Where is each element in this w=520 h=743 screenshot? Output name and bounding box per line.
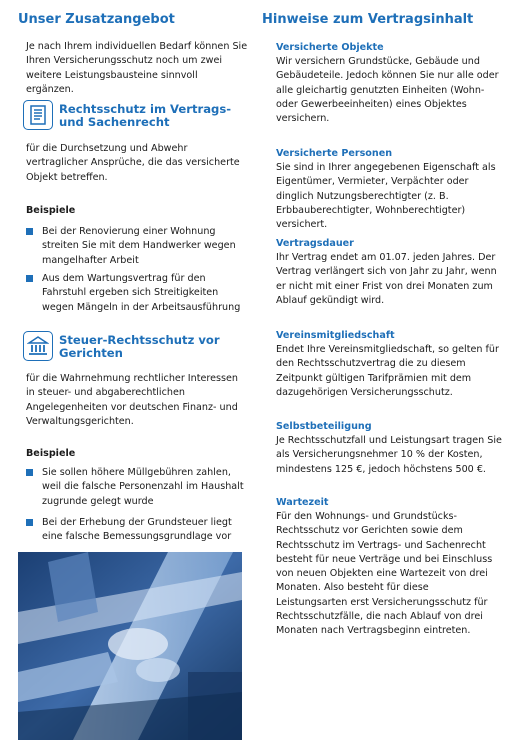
block-steuer-text: für die Wahrnehmung rechtlicher Interessen in steuer- und abgaberechtlichen Angelegenheiten vor deutschen Finanz- und Verwaltungsgerichten. xyxy=(26,373,238,427)
right-section-title: Hinweise zum Vertragsinhalt xyxy=(262,12,474,27)
block-steuer-heading xyxy=(23,331,246,361)
block-vertrag-title: Rechtsschutz im Vertrags- und Sachenrecht xyxy=(59,102,232,129)
section-text-vereinsmitgliedschaft: Endet Ihre Vereinsmitgliedschaft, so gelten für den Rechtsschutzvertrag die zu diesem Zeitpunkt gültigen Tarifprämien mit dem dazugehörigen Versicherungsschutz. xyxy=(276,344,499,398)
bullet-square-icon xyxy=(26,275,33,282)
intro-text: Je nach Ihrem individuellen Bedarf können Sie Ihren Versicherungsschutz noch um zwei weitere Leistungsbausteine sinnvoll ergänzen. xyxy=(26,41,248,95)
block-vertrag-text: für die Durchsetzung und Abwehr vertraglicher Ansprüche, die das versicherte Objekt betreffen. xyxy=(26,143,240,183)
section-heading-vereinsmitgliedschaft: Vereinsmitgliedschaft xyxy=(276,330,395,341)
section-text-versicherte-personen: Sie sind in Ihrer angegebenen Eigenschaft als Eigentümer, Vermieter, Verpächter oder dinglich Nutzungsberechtigter (z. B. Erbbauberechtigter, Wohnberechtigter) versichert. xyxy=(276,162,496,231)
section-heading-wartezeit: Wartezeit xyxy=(276,497,329,508)
block-vertrag-heading xyxy=(23,100,246,130)
document-paragraph-icon xyxy=(23,100,53,130)
section-text-vertragsdauer: Ihr Vertrag endet am 01.07. jeden Jahres. Der Vertrag verlängert sich von Jahr zu Jahr, wenn er nicht mit einer Frist von drei Monaten zum Ablauf gekündigt wird. xyxy=(276,252,497,306)
list-item: Aus dem Wartungsvertrag für den Fahrstuhl ergeben sich Streitigkeiten wegen Mängeln in der Arbeitsausführung xyxy=(26,272,250,315)
list-item: Sie sollen höhere Müllgebühren zahlen, weil die falsche Personenzahl im Haushalt zugrunde gelegt wurde xyxy=(26,466,250,509)
block-steuer-title: Steuer-Rechtsschutz vor Gerichten xyxy=(59,333,220,360)
section-text-versicherte-objekte: Wir versichern Grundstücke, Gebäude und Gebäudeteile. Jedoch können Sie nur alle oder alle gleichartig genutzten Einheiten (Wohn- oder Gewerbeeinheiten) eines Objektes versichern. xyxy=(276,56,499,125)
left-section-title: Unser Zusatzangebot xyxy=(18,12,175,27)
court-building-icon xyxy=(23,331,53,361)
section-text-wartezeit: Für den Wohnungs- und Grundstücks-Rechtsschutz vor Gerichten sowie dem Rechtsschutz im Vertrags- und Sachenrecht besteht für neue Verträge und bei Einschluss von neuen Objekten eine Wartezeit von drei Monaten. Also besteht für diese Leistungsarten erst Versicherungsschutz für Rechtsschutzfälle, die nach Ablauf von drei Monaten nach Vertragsbeginn eintreten. xyxy=(276,511,493,637)
list-item: Bei der Renovierung einer Wohnung streiten Sie mit dem Handwerker wegen mangelhafter Arbeit xyxy=(26,225,250,268)
bullet-square-icon xyxy=(26,469,33,476)
section-heading-versicherte-objekte: Versicherte Objekte xyxy=(276,42,384,53)
bullet-square-icon xyxy=(26,228,33,235)
list-item: Bei der Erhebung der Grundsteuer liegt eine falsche Bemessungsgrundlage vor xyxy=(26,516,250,545)
section-heading-versicherte-personen: Versicherte Personen xyxy=(276,148,393,159)
block-vertrag-examples-label: Beispiele xyxy=(26,205,76,216)
block-steuer-examples-label: Beispiele xyxy=(26,448,76,459)
section-text-selbstbeteiligung: Je Rechtsschutzfall und Leistungsart tragen Sie als Versicherungsnehmer 10 % der Kosten, mindestens 125 €, jedoch höchstens 500 €. xyxy=(276,435,502,475)
section-heading-selbstbeteiligung: Selbstbeteiligung xyxy=(276,421,372,432)
section-heading-vertragsdauer: Vertragsdauer xyxy=(276,238,354,249)
bullet-square-icon xyxy=(26,519,33,526)
photo-craftsman xyxy=(18,552,242,740)
